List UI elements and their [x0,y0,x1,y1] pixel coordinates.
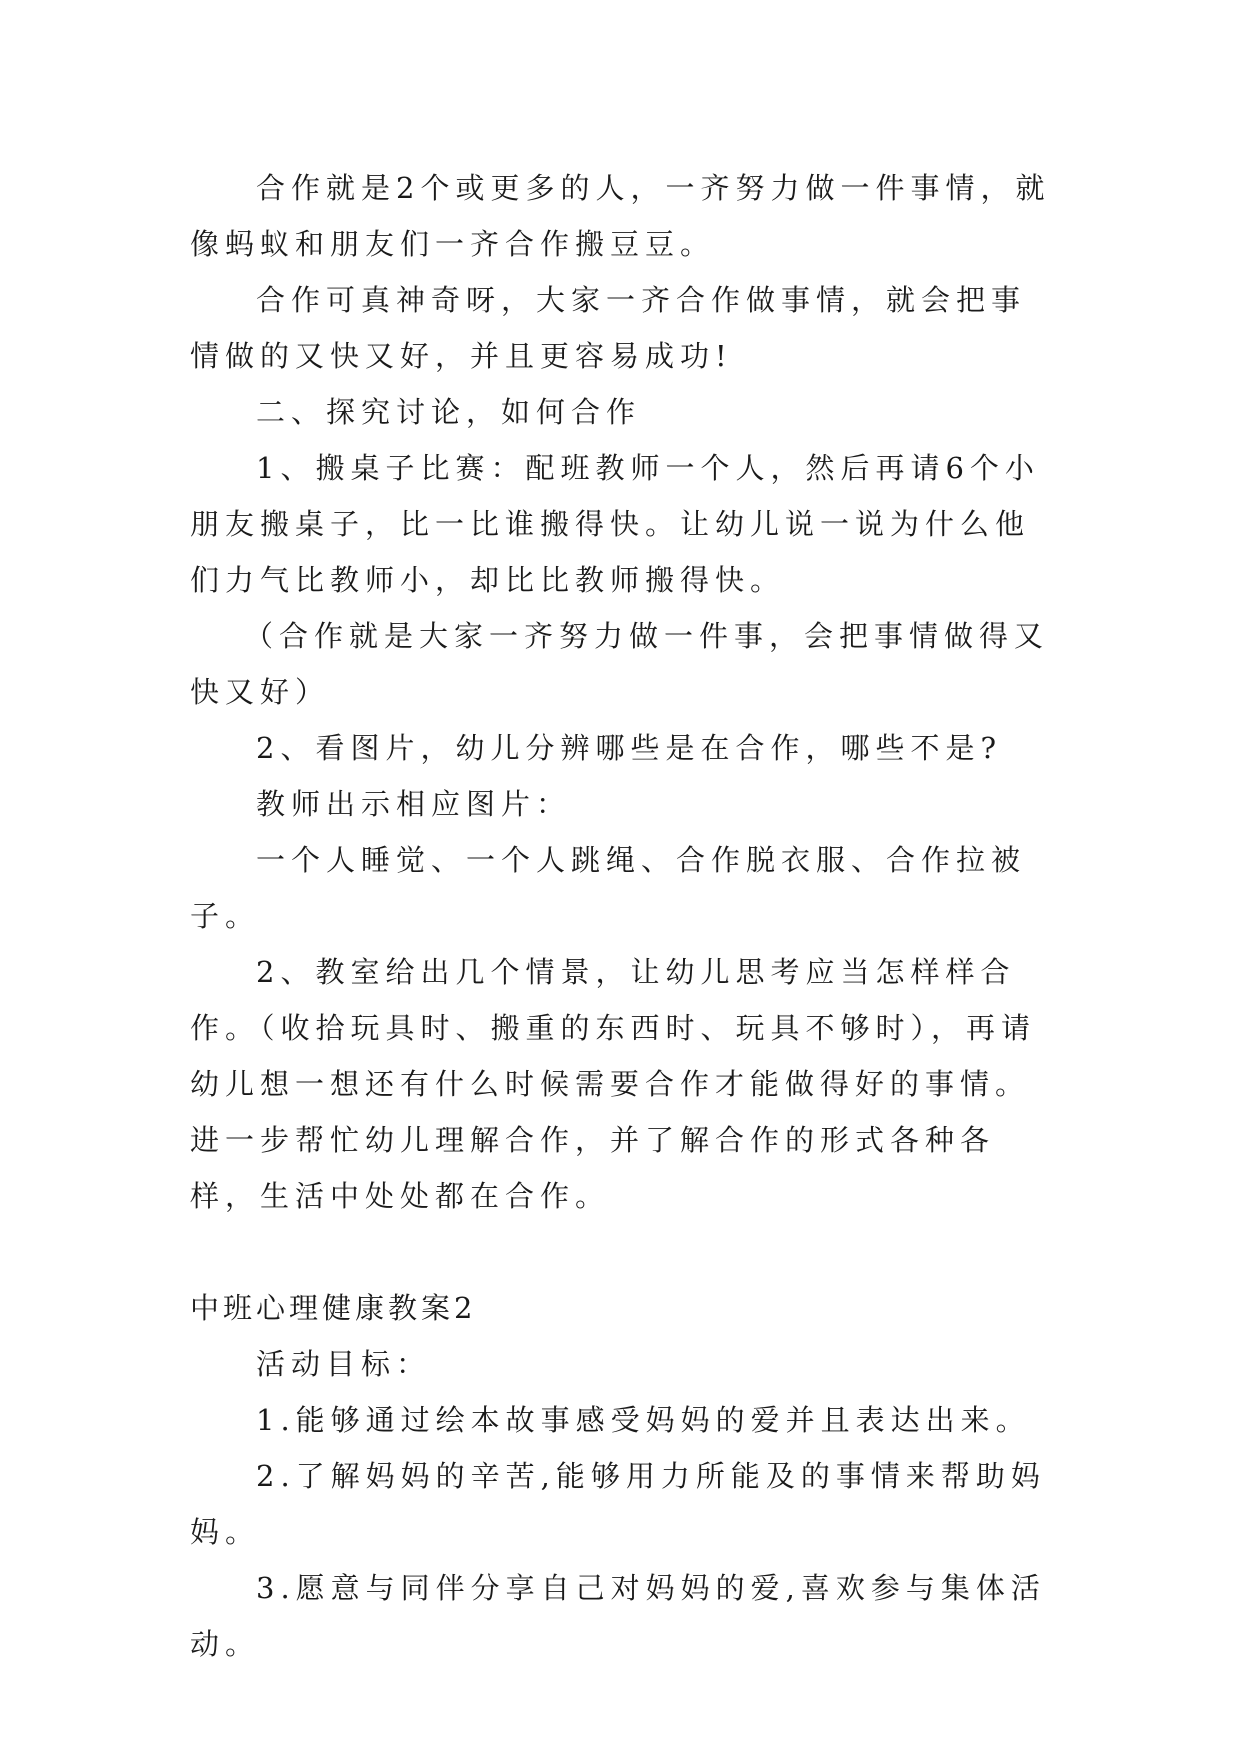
section-subheading: 二、探究讨论，如何合作 [256,395,642,429]
list-item: 1.能够通过绘本故事感受妈妈的爱并且表达出来。 [256,1403,1031,1437]
paragraph: 合作就是2个或更多的人，一齐努力做一件事情，就像蚂蚁和朋友们一齐合作搬豆豆。 [190,171,1051,261]
paragraph: 2、看图片，幼儿分辨哪些是在合作，哪些不是? [256,731,1002,765]
paragraph: 1、搬桌子比赛：配班教师一个人，然后再请6个小朋友搬桌子，比一比谁搬得快。让幼儿说一说为什么他们力气比教师小，却比比教师搬得快。 [190,451,1040,597]
paragraph: 合作可真神奇呀，大家一齐合作做事情，就会把事情做的又快又好，并且更容易成功! [190,283,1027,373]
paragraph: （合作就是大家一齐努力做一件事，会把事情做得又快又好） [190,619,1050,709]
list-item: 3.愿意与同伴分享自己对妈妈的爱,喜欢参与集体活动。 [190,1571,1046,1661]
list-item: 2.了解妈妈的辛苦,能够用力所能及的事情来帮助妈妈。 [190,1459,1046,1549]
paragraph: 2、教室给出几个情景，让幼儿思考应当怎样样合作。（收拾玩具时、搬重的东西时、玩具不够时），再请幼儿想一想还有什么时候需要合作才能做得好的事情。进一步帮忙幼儿理解合作，并了解合作的形式各种各样，生活中处处都在合作。 [190,955,1037,1213]
paragraph: 教师出示相应图片： [256,787,572,821]
document-body [190,160,1060,1672]
section-heading: 中班心理健康教案2 [190,1291,477,1325]
paragraph: 一个人睡觉、一个人跳绳、合作脱衣服、合作拉被子。 [190,843,1027,933]
paragraph: 活动目标： [256,1347,432,1381]
